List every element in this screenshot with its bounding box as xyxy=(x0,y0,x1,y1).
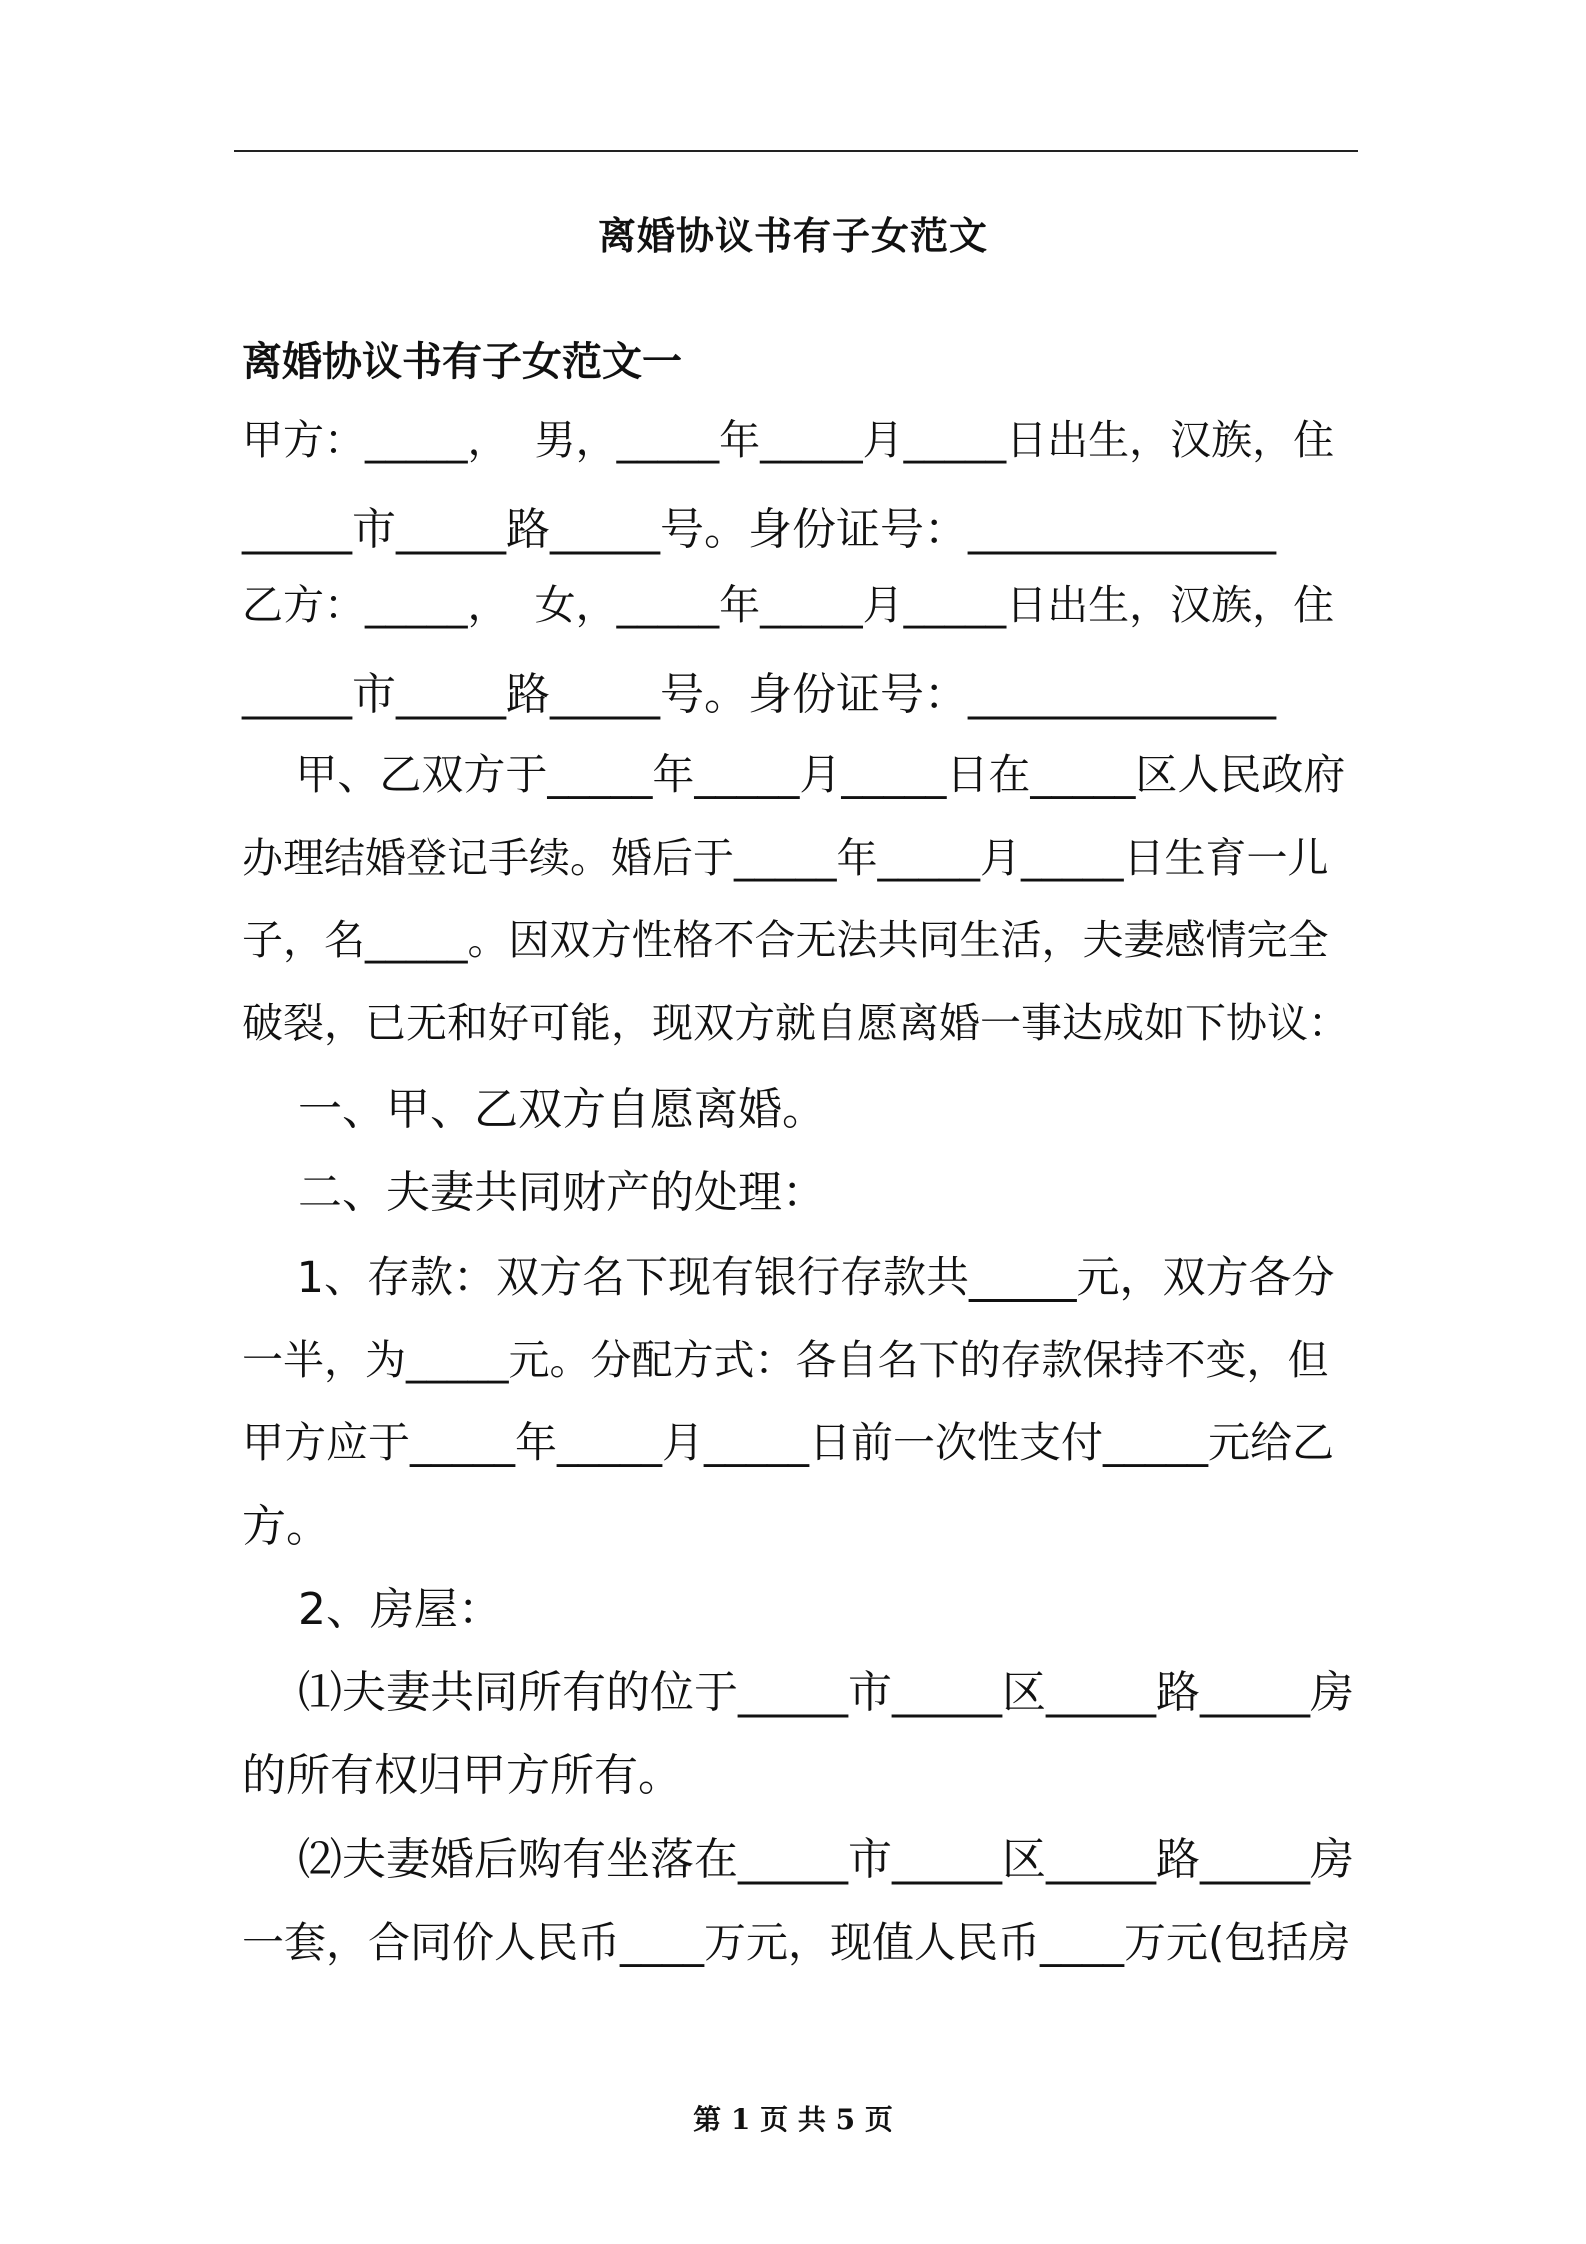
page-number: 第 1 页 共 5 页 xyxy=(693,2103,893,2136)
party-a-line-2: _____市_____路_____号。身份证号：______________ xyxy=(242,504,1276,555)
paragraph-line: ⑵夫妻婚后购有坐落在_____市_____区_____路_____房 xyxy=(242,1834,1354,1885)
paragraph-line: 甲方应于_____年_____月_____日前一次性支付_____元给乙 xyxy=(242,1418,1335,1467)
header-rule xyxy=(234,150,1358,152)
paragraph-line: 办理结婚登记手续。婚后于_____年_____月_____日生育一儿 xyxy=(242,834,1329,882)
document-title: 离婚协议书有子女范文 xyxy=(597,214,988,258)
paragraph-line: 方。 xyxy=(242,1501,330,1552)
paragraph-line: 子，名_____。因双方性格不合无法共同生活，夫妻感情完全 xyxy=(242,916,1329,964)
clause-two: 二、夫妻共同财产的处理： xyxy=(242,1167,826,1218)
paragraph-line: 1、存款：双方名下现有银行存款共_____元，双方各分 xyxy=(242,1253,1335,1303)
paragraph-line: ⑴夫妻共同所有的位于_____市_____区_____路_____房 xyxy=(242,1667,1354,1718)
party-b-line-2: _____市_____路_____号。身份证号：______________ xyxy=(242,669,1276,720)
party-a-line-1: 甲方：_____， 男，_____年_____月_____日出生，汉族，住 xyxy=(242,416,1335,464)
paragraph-line: 一套，合同价人民币____万元，现值人民币____万元(包括房 xyxy=(242,1918,1351,1967)
paragraph-line: 甲、乙双方于_____年_____月_____日在_____区人民政府 xyxy=(242,750,1346,799)
clause-housing: 2、房屋： xyxy=(242,1584,502,1635)
paragraph-line: 的所有权归甲方所有。 xyxy=(242,1750,682,1801)
clause-one: 一、甲、乙双方自愿离婚。 xyxy=(242,1084,826,1135)
section-heading: 离婚协议书有子女范文一 xyxy=(242,339,682,385)
party-b-line-1: 乙方：_____， 女，_____年_____月_____日出生，汉族，住 xyxy=(242,581,1335,629)
paragraph-line: 一半，为_____元。分配方式：各自名下的存款保持不变，但 xyxy=(242,1336,1329,1384)
paragraph-line: 破裂，已无和好可能，现双方就自愿离婚一事达成如下协议： xyxy=(242,999,1349,1047)
